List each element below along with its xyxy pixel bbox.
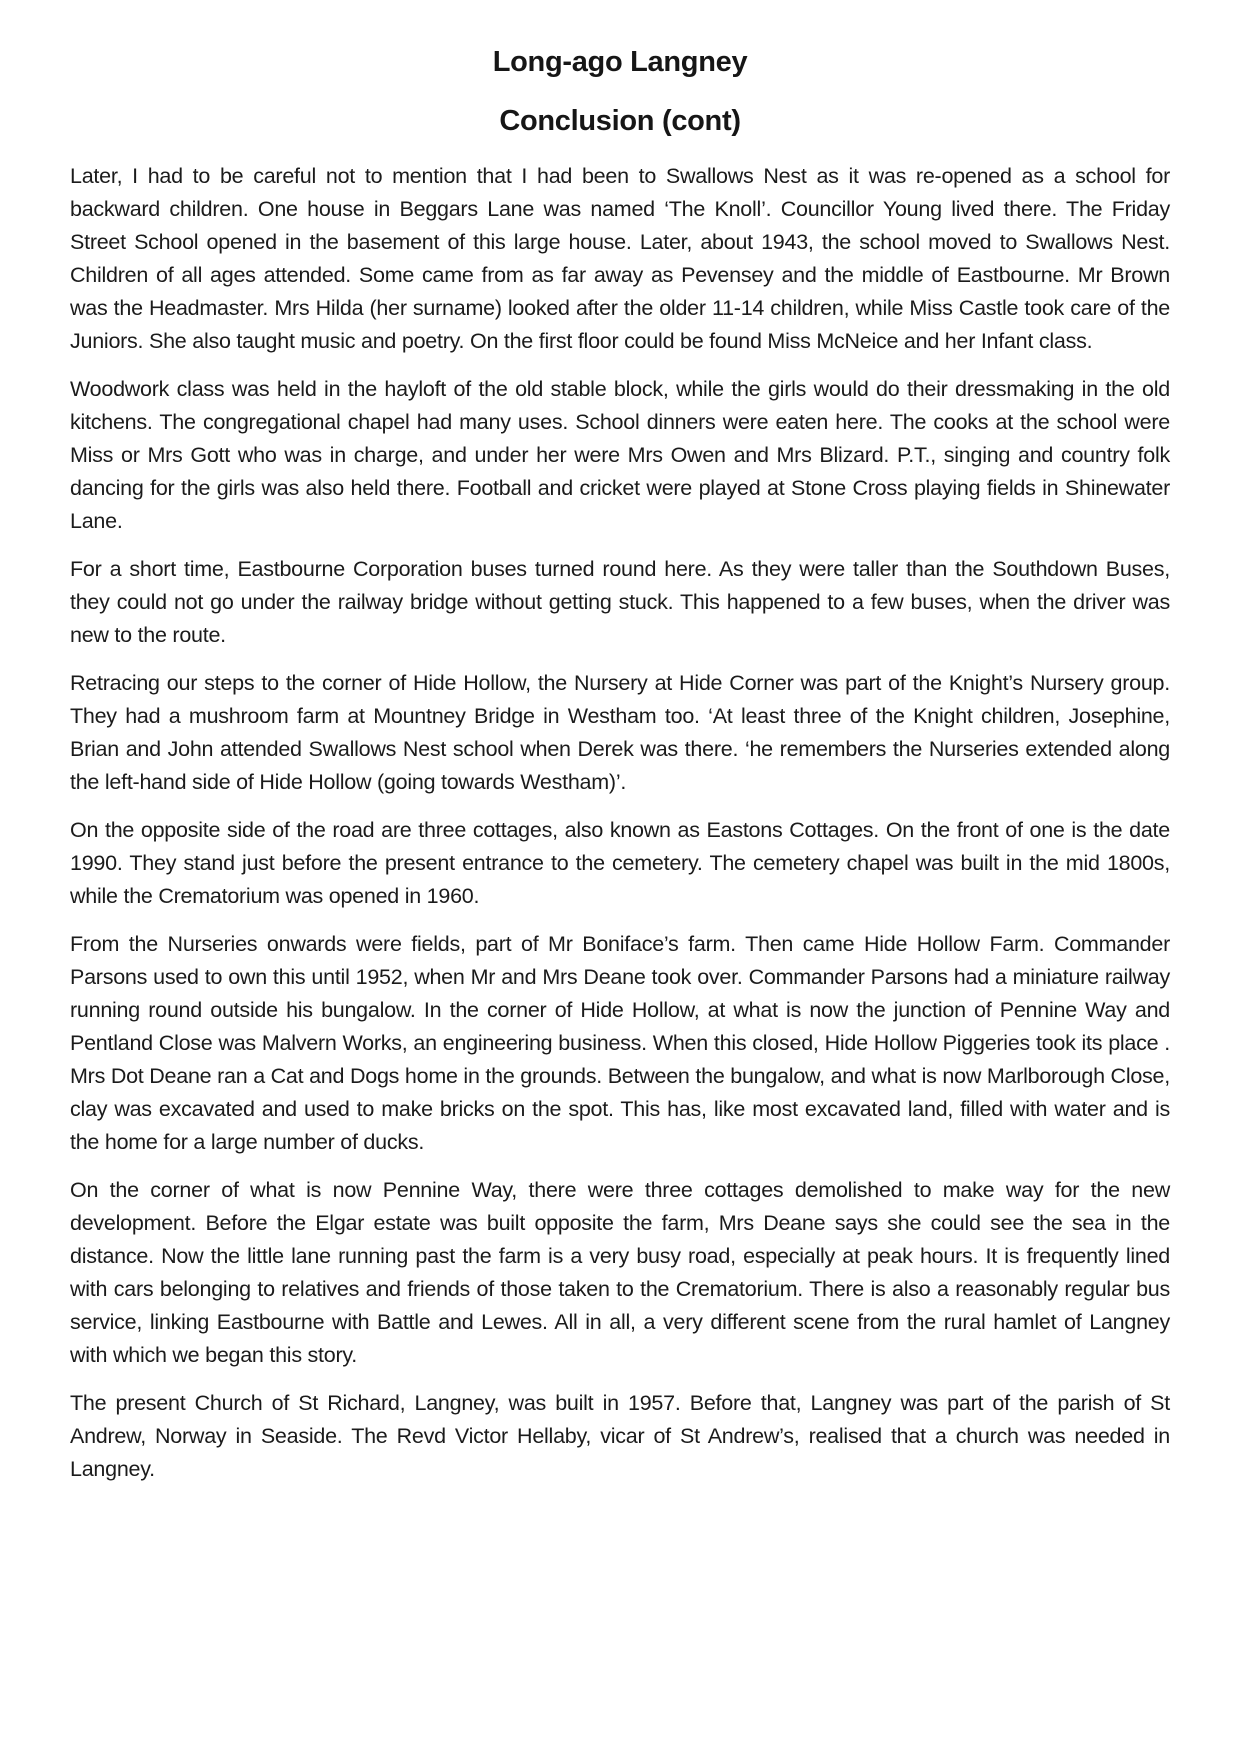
- paragraph-hide-hollow-farm: From the Nurseries onwards were fields, part of Mr Boniface’s farm. Then came Hide Hollow Farm. Commander Parsons used to own this until 1952, when Mr and Mrs Deane took over. Commander Parsons had a miniature railway running round outside his bungalow. In the corner of Hide Hollow, at what is now the junction of Pennine Way and Pentland Close was Malvern Works, an engineering business. When this closed, Hide Hollow Piggeries took its place . Mrs Dot Deane ran a Cat and Dogs home in the grounds. Between the bungalow, and what is now Marlborough Close, clay was excavated and used to make bricks on the spot. This has, like most excavated land, filled with water and is the home for a large number of ducks.: [70, 932, 1170, 1154]
- paragraph-pennine-way-corner: On the corner of what is now Pennine Way, there were three cottages demolished to make way for the new development. Before the Elgar estate was built opposite the farm, Mrs Deane says she could see the sea in the distance. Now the little lane running past the farm is a very busy road, especially at peak hours. It is frequently lined with cars belonging to relatives and friends of those taken to the Crematorium. There is also a reasonably regular bus service, linking Eastbourne with Battle and Lewes. All in all, a very different scene from the rural hamlet of Langney with which we began this story.: [70, 1178, 1170, 1367]
- paragraph-st-richard-church: The present Church of St Richard, Langney, was built in 1957. Before that, Langney was part of the parish of St Andrew, Norway in Seaside. The Revd Victor Hellaby, vicar of St Andrew’s, realised that a church was needed in Langney.: [70, 1391, 1170, 1481]
- paragraph-eastons-cottages: On the opposite side of the road are three cottages, also known as Eastons Cottages. On the front of one is the date 1990. They stand just before the present entrance to the cemetery. The cemetery chapel was built in the mid 1800s, while the Crematorium was opened in 1960.: [70, 818, 1170, 908]
- document-subtitle: Conclusion (cont): [499, 105, 741, 137]
- document-title: Long-ago Langney: [492, 46, 748, 78]
- paragraph-hide-hollow-nursery: Retracing our steps to the corner of Hide Hollow, the Nursery at Hide Corner was part of the Knight’s Nursery group. They had a mushroom farm at Mountney Bridge in Westham too. ‘At least three of the Knight children, Josephine, Brian and John attended Swallows Nest school when Derek was there. ‘he remembers the Nurseries extended along the left-hand side of Hide Hollow (going towards Westham)’.: [70, 671, 1170, 794]
- document-body: [70, 160, 1170, 1486]
- paragraph-woodwork-chapel: Woodwork class was held in the hayloft of the old stable block, while the girls would do their dressmaking in the old kitchens. The congregational chapel had many uses. School dinners were eaten here. The cooks at the school were Miss or Mrs Gott who was in charge, and under her were Mrs Owen and Mrs Blizard. P.T., singing and country folk dancing for the girls was also held there. Football and cricket were played at Stone Cross playing fields in Shinewater Lane.: [70, 377, 1170, 533]
- paragraph-corporation-buses: For a short time, Eastbourne Corporation buses turned round here. As they were taller than the Southdown Buses, they could not go under the railway bridge without getting stuck. This happened to a few buses, when the driver was new to the route.: [70, 557, 1170, 647]
- paragraph-school-history: Later, I had to be careful not to mention that I had been to Swallows Nest as it was re-opened as a school for backward children. One house in Beggars Lane was named ‘The Knoll’. Councillor Young lived there. The Friday Street School opened in the basement of this large house. Later, about 1943, the school moved to Swallows Nest. Children of all ages attended. Some came from as far away as Pevensey and the middle of Eastbourne. Mr Brown was the Headmaster. Mrs Hilda (her surname) looked after the older 11-14 children, while Miss Castle took care of the Juniors. She also taught music and poetry. On the first floor could be found Miss McNeice and her Infant class.: [70, 164, 1170, 353]
